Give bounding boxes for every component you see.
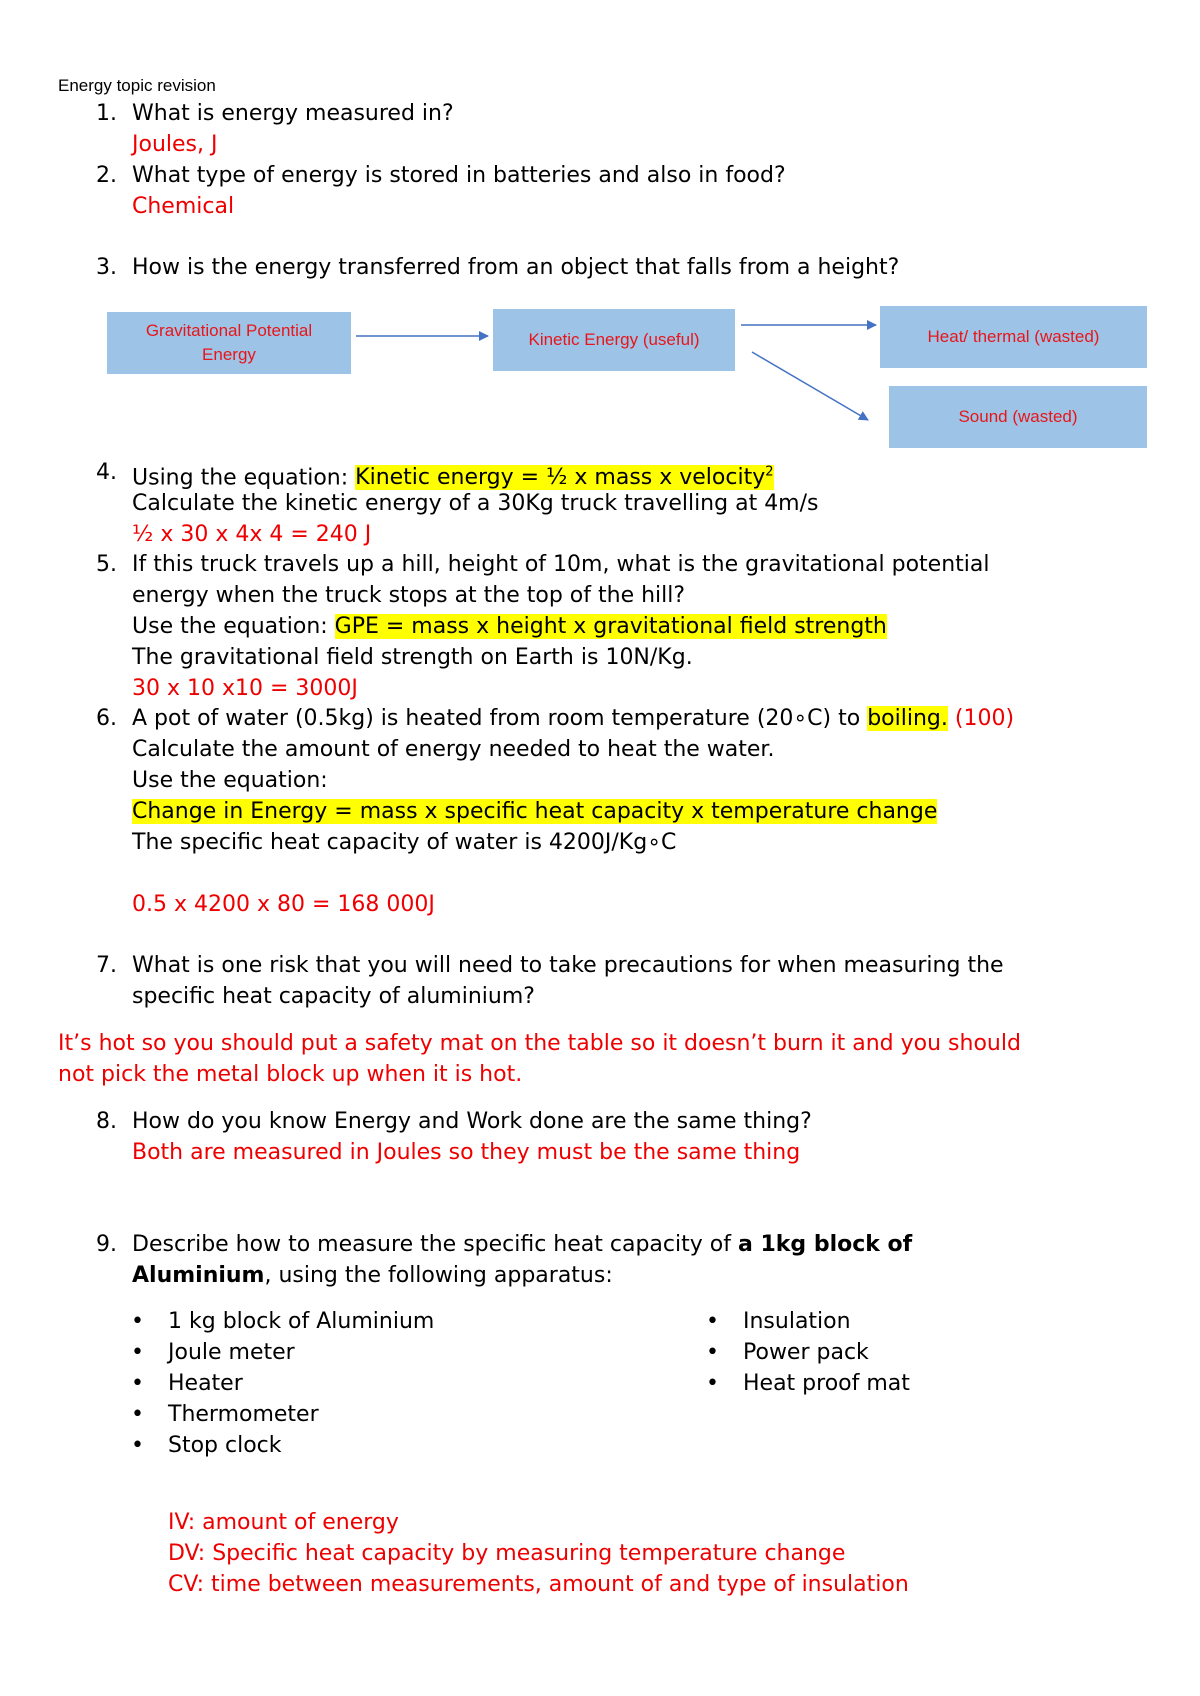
answer-2: Chemical [132,194,235,219]
apparatus-item: Power pack [743,1340,869,1365]
answer-6: 0.5 x 4200 x 80 = 168 000J [132,892,435,917]
question-number: 1. [96,101,117,126]
answer-7-line1: It’s hot so you should put a safety mat on the table so it doesn’t burn it and you should [58,1031,1021,1056]
question-1: What is energy measured in? [132,101,454,126]
question-9-line1 [132,1229,912,1260]
question-6-line1 [132,703,1014,734]
question-6-line5: The specific heat capacity of water is 4200J/Kg∘C [132,830,677,855]
question-6-line3: Use the equation: [132,768,328,793]
apparatus-item: Thermometer [168,1402,319,1427]
question-number: 6. [96,706,117,731]
squared-sup: 2 [765,465,774,480]
apparatus-item: Heat proof mat [743,1371,910,1396]
question-number: 9. [96,1232,117,1257]
energy-equation: Change in Energy = mass x specific heat capacity x temperature change [132,799,938,824]
question-9-line2 [132,1260,613,1291]
question-number: 3. [96,255,117,280]
apparatus-item: 1 kg block of Aluminium [168,1309,435,1334]
diagram-arrows [0,0,1200,460]
question-number: 5. [96,552,117,577]
bullet-icon: • [131,1433,144,1458]
q9-text-a: Describe how to measure the specific heat capacity of [132,1232,738,1257]
independent-variable: IV: amount of energy [168,1510,399,1535]
answer-1: Joules, J [132,132,218,157]
bullet-icon: • [706,1340,719,1365]
kinetic-equation [355,465,773,490]
bullet-icon: • [131,1309,144,1334]
control-variable: CV: time between measurements, amount of and type of insulation [168,1572,909,1597]
sound-label: Sound (wasted) [958,407,1078,426]
equation-prefix: Use the equation: [132,614,335,639]
question-7-line1: What is one risk that you will need to take precautions for when measuring the [132,953,1004,978]
question-number: 7. [96,953,117,978]
gpe-equation: GPE = mass x height x gravitational field strength [334,614,887,639]
question-number: 8. [96,1109,117,1134]
arrow-kinetic-to-sound [752,352,868,420]
question-5-equation-line [132,611,887,642]
gpe-label-line2: Energy [202,345,256,364]
apparatus-item: Joule meter [168,1340,295,1365]
equation-text: Kinetic energy = ½ x mass x velocity [355,465,766,491]
answer-4: ½ x 30 x 4x 4 = 240 J [132,522,372,547]
document-title: Energy topic revision [58,76,216,95]
bullet-icon: • [706,1309,719,1334]
boiling-highlight: boiling. [867,706,948,731]
answer-5: 30 x 10 x10 = 3000J [132,676,358,701]
answer-8: Both are measured in Joules so they must be the same thing [132,1140,801,1165]
equation-prefix: Using the equation: [132,465,356,491]
question-5-line2: energy when the truck stops at the top of the hill? [132,583,686,608]
q6-text: A pot of water (0.5kg) is heated from room temperature (20∘C) to [132,706,868,731]
q9-bold-b: Aluminium [132,1263,265,1288]
question-3: How is the energy transferred from an object that falls from a height? [132,255,900,280]
question-6-equation-line [132,796,937,827]
bullet-icon: • [706,1371,719,1396]
q9-text-b: , using the following apparatus: [264,1263,613,1288]
apparatus-item: Insulation [743,1309,851,1334]
question-8: How do you know Energy and Work done are the same thing? [132,1109,812,1134]
heat-label: Heat/ thermal (wasted) [927,327,1100,346]
answer-7-line2: not pick the metal block up when it is hot. [58,1062,523,1087]
question-number: 4. [96,460,117,485]
bullet-icon: • [131,1340,144,1365]
apparatus-item: Stop clock [168,1433,282,1458]
question-2: What type of energy is stored in batteries and also in food? [132,163,786,188]
question-number: 2. [96,163,117,188]
apparatus-item: Heater [168,1371,243,1396]
question-5-line1: If this truck travels up a hill, height of 10m, what is the gravitational potential [132,552,990,577]
dependent-variable: DV: Specific heat capacity by measuring temperature change [168,1541,846,1566]
boiling-note: (100) [947,706,1015,731]
kinetic-label: Kinetic Energy (useful) [528,330,700,349]
gpe-label-line1: Gravitational Potential [145,321,313,340]
question-4-line2: Calculate the kinetic energy of a 30Kg truck travelling at 4m/s [132,491,819,516]
q9-bold-a: a 1kg block of [737,1232,913,1257]
bullet-icon: • [131,1371,144,1396]
question-5-line4: The gravitational field strength on Earth is 10N/Kg. [132,645,693,670]
bullet-icon: • [131,1402,144,1427]
question-7-line2: specific heat capacity of aluminium? [132,984,535,1009]
question-6-line2: Calculate the amount of energy needed to heat the water. [132,737,775,762]
